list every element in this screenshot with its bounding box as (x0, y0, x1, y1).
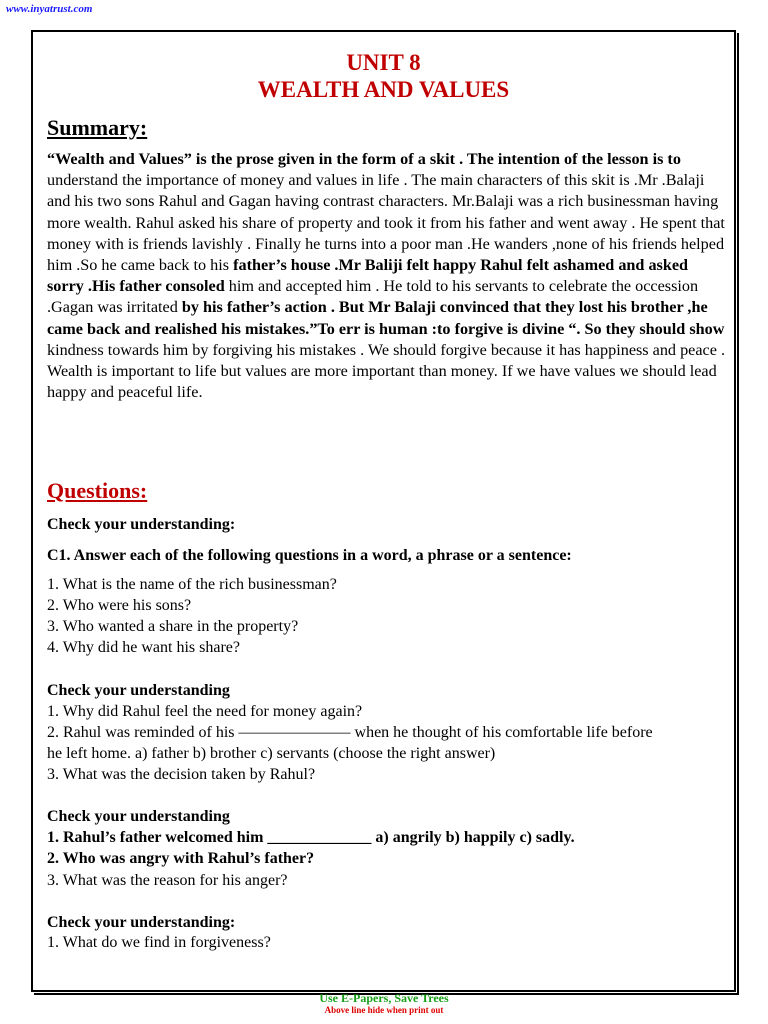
question-line: 3. What was the decision taken by Rahul? (47, 766, 316, 783)
summary-text: kindness towards him by forgiving his mistakes . We should forgive because it has happiness and peace . Wealth is important to life but values are more important than money. If we have values we should lead happy and peaceful life. (47, 340, 726, 402)
summary-text: by his father’s action . But Mr Balaji convinced that they lost his brother ,he came back and realished his mistakes.”To err is human :to forgive is divine “. So they should show (47, 298, 725, 338)
question-line: 3. Who wanted a share in the property? (47, 618, 299, 635)
section-heading: Check your understanding: (47, 516, 236, 533)
summary-heading: Summary: (47, 115, 148, 140)
summary-paragraph (47, 149, 727, 403)
question-line: 1. Rahul’s father welcomed him _____________ a) angrily b) happily c) sadly. (47, 829, 575, 846)
section-heading: Check your understanding (47, 682, 230, 699)
summary-text: father’s house .Mr Baliji felt happy Rahul felt ashamed and asked sorry .His father consoled (47, 256, 689, 296)
question-line: 1. Why did Rahul feel the need for money again? (47, 703, 363, 720)
section-heading: Check your understanding (47, 808, 230, 825)
summary-text: understand the importance of money and values in life . The main characters of this skit is .Mr .Balaji and his two sons Rahul and Gagan having contrast characters. Mr.Balaji was a rich businessman having more wealth. Rahul asked his share of property and took it from his father and went away . He spent that money with is friends lavishly . Finally he turns into a poor man .He wanders ,none of his friends helped him .So he came back to his (47, 171, 725, 275)
question-line: 4. Why did he want his share? (47, 639, 240, 656)
question-line: 2. Rahul was reminded of his ——————— when he thought of his comfortable life before (47, 724, 653, 741)
question-line: 2. Who was angry with Rahul’s father? (47, 850, 315, 867)
summary-text: him and accepted him . He told to his servants to celebrate the occession .Gagan was irritated (47, 277, 699, 317)
section-heading: Check your understanding: (47, 914, 236, 931)
question-line: he left home. a) father b) brother c) servants (choose the right answer) (47, 745, 496, 762)
site-link[interactable]: www.inyatrust.com (6, 3, 93, 15)
question-line: 2. Who were his sons? (47, 597, 192, 614)
unit-number: UNIT 8 (346, 50, 421, 75)
question-line: 1. What is the name of the rich businessman? (47, 576, 337, 593)
instruction-line: C1. Answer each of the following questions in a word, a phrase or a sentence: (47, 547, 572, 564)
lesson-title: WEALTH AND VALUES (257, 77, 510, 102)
footer-slogan: Use E-Papers, Save Trees (319, 991, 449, 1005)
footer-note: Above line hide when print out (324, 1005, 444, 1015)
summary-text: “Wealth and Values” is the prose given in the form of a skit . The intention of the lesson is to (47, 150, 681, 168)
page-frame (31, 30, 736, 992)
question-line: 3. What was the reason for his anger? (47, 872, 288, 889)
questions-heading: Questions: (47, 478, 148, 503)
question-line: 1. What do we find in forgiveness? (47, 934, 271, 951)
